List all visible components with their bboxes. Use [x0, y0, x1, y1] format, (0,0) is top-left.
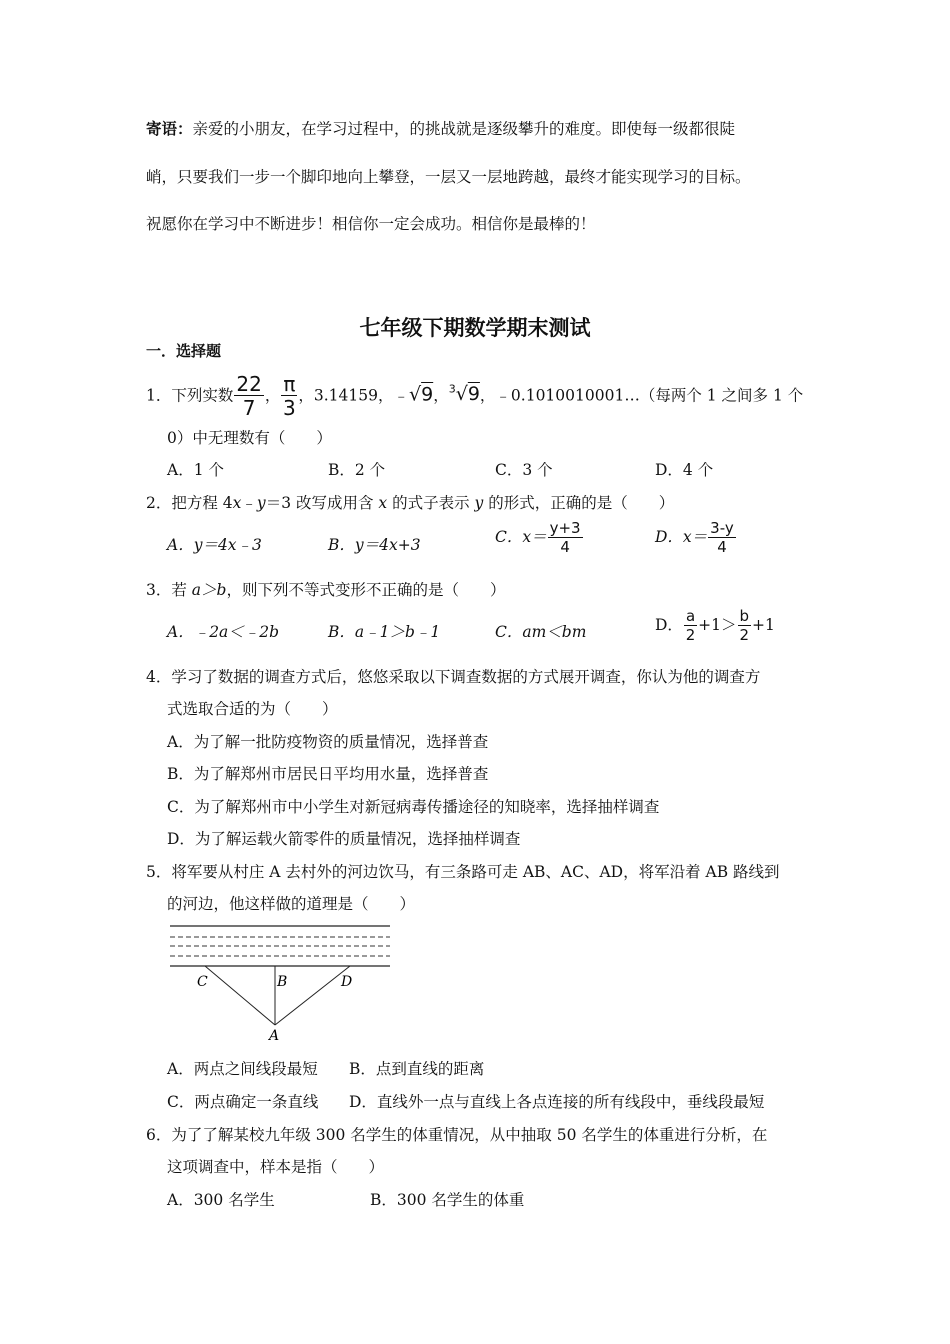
- segment-ac: [205, 966, 275, 1025]
- q3-option-c: C．am＜bm: [495, 623, 587, 641]
- message-line-1: [146, 117, 735, 139]
- q2-c-pre: C．x＝: [495, 528, 547, 546]
- q1-option-b: B．2 个: [328, 461, 386, 479]
- section-heading: 一．选择题: [146, 342, 222, 360]
- q6-option-b: B．300 名学生的体重: [370, 1191, 525, 1209]
- q2-c-fraction: [548, 521, 583, 555]
- page-title: 七年级下期数学期末测试: [359, 316, 591, 340]
- q2-d-pre: D．x＝: [655, 528, 708, 546]
- q1-tail: ，﹣0.1010010001…（每两个 1 之间多 1 个: [479, 386, 804, 405]
- q5-option-b: B．点到直线的距离: [349, 1060, 485, 1078]
- q1-rest: ，3.14159，﹣: [298, 386, 409, 405]
- q3-d-num1: a: [685, 607, 696, 625]
- q3-condition: a＞b: [191, 581, 227, 599]
- q4-option-d: D．为了解运载火箭零件的质量情况，选择抽样调查: [167, 830, 521, 848]
- q3-tail: ，则下列不等式变形不正确的是（ ）: [226, 581, 506, 599]
- q1-frac2-num: π: [283, 372, 296, 397]
- q3-d-end: +1: [752, 616, 775, 634]
- q1-fraction-22-7: [234, 372, 263, 421]
- q5-line1: 5．将军要从村庄 A 去村外的河边饮马，有三条路可走 AB、AC、AD，将军沿着 AB 路线到: [146, 863, 780, 881]
- q3-d-frac2: [738, 609, 752, 643]
- message-text-1: 亲爱的小朋友，在学习过程中，的挑战就是逐级攀升的难度。即使每一级都很陡: [192, 120, 736, 138]
- q4-option-b: B．为了解郑州市居民日平均用水量，选择普查: [167, 765, 489, 783]
- q1-option-a: A．1 个: [167, 461, 224, 479]
- label-c: C: [197, 974, 208, 990]
- q5-option-a: A．两点之间线段最短: [167, 1060, 318, 1078]
- q1-line2: 0）中无理数有（ ）: [167, 429, 332, 447]
- q3-option-b: B．a﹣1＞b﹣1: [328, 623, 441, 641]
- q4-option-a: A．为了解一批防疫物资的质量情况，选择普查: [167, 733, 489, 751]
- q2-var-y1: y: [256, 494, 266, 512]
- q3-option-a: A．﹣2a＜﹣2b: [167, 623, 280, 641]
- q6-line1: 6．为了了解某校九年级 300 名学生的体重情况，从中抽取 50 名学生的体重进行分析，在: [146, 1126, 768, 1144]
- q2-var-x1: x: [232, 494, 242, 512]
- q2-mid1: ﹣: [241, 494, 257, 512]
- q2-var-y2: y: [474, 494, 484, 512]
- q2-c-num: y+3: [549, 519, 581, 537]
- label-b: B: [277, 974, 288, 990]
- q1-cbrt-radicand: 9: [467, 383, 480, 406]
- q1-option-c: C．3 个: [495, 461, 553, 479]
- message-label: 寄语：: [146, 119, 193, 138]
- q1-sqrt: √9: [409, 383, 434, 406]
- q1-lead: 1．下列实数: [146, 386, 234, 405]
- q5-line2: 的河边，他这样做的道理是（ ）: [167, 895, 416, 913]
- q3-lead: 3．若: [146, 581, 192, 599]
- q2-tail: 的形式，正确的是（ ）: [483, 494, 675, 512]
- q4-line2: 式选取合适的为（ ）: [167, 700, 338, 718]
- q5-option-d: D．直线外一点与直线上各点连接的所有线段中，垂线段最短: [349, 1093, 765, 1111]
- q2-option-a: A．y＝4x﹣3: [167, 536, 262, 554]
- q2-lead: 2．把方程 4: [146, 494, 233, 512]
- q3-d-den2: 2: [739, 626, 750, 644]
- q1-cbrt-index: 3: [448, 383, 456, 396]
- q6-line2: 这项调查中，样本是指（ ）: [167, 1158, 385, 1176]
- q2-d-den: 4: [717, 538, 727, 556]
- q3-stem: [146, 578, 505, 600]
- q2-d-fraction: [708, 521, 736, 555]
- river-diagram: [165, 920, 395, 1045]
- q4-line1: 4．学习了数据的调查方式后，悠悠采取以下调查数据的方式展开调查，你认为他的调查方: [146, 668, 761, 686]
- q3-d-den1: 2: [685, 626, 696, 644]
- q1-frac1-num: 22: [236, 372, 262, 397]
- label-a: A: [269, 1028, 280, 1044]
- q2-mid2: ＝3 改写成用含: [265, 494, 379, 512]
- q2-c-den: 4: [560, 538, 570, 556]
- q2-option-b: B．y＝4x+3: [328, 536, 421, 554]
- q1-option-d: D．4 个: [655, 461, 714, 479]
- q1-fraction-pi-3: [281, 372, 297, 421]
- q3-option-d: [655, 609, 775, 643]
- message-line-3: 祝愿你在学习中不断进步！相信你一定会成功。相信你是最棒的！: [146, 215, 596, 233]
- q2-mid3: 的式子表示: [387, 494, 475, 512]
- q3-d-pre: D．: [655, 616, 683, 634]
- q4-option-c: C．为了解郑州市中小学生对新冠病毒传播途径的知晓率，选择抽样调查: [167, 798, 660, 816]
- q3-d-mid: +1＞: [698, 616, 737, 634]
- q2-option-d: [655, 521, 737, 555]
- q2-stem: [146, 491, 674, 513]
- q6-option-a: A．300 名学生: [167, 1191, 275, 1209]
- q1-cbrt: $^3$√9: [448, 383, 480, 406]
- q2-var-x2: x: [378, 494, 388, 512]
- q5-option-c: C．两点确定一条直线: [167, 1093, 319, 1111]
- q1-sqrt-radicand: 9: [421, 383, 434, 406]
- q1-stem: 1．下列实数 $\frac{22}{7}$ ， $\frac{\pi}{3}$ ，3.14159，﹣√9，$^3$√9，﹣0.1010010001…（每两个 1 之间多 1 个: [146, 372, 804, 421]
- message-line-2: 峭，只要我们一步一个脚印地向上攀登，一层又一层地跨越，最终才能实现学习的目标。: [146, 168, 751, 186]
- label-d: D: [341, 974, 353, 990]
- q1-frac1-den: 7: [242, 396, 256, 421]
- q1-frac2-den: 3: [283, 396, 296, 421]
- q3-d-frac1: [684, 609, 697, 643]
- q2-option-c: [495, 521, 584, 555]
- q3-d-num2: b: [739, 607, 750, 625]
- q2-d-num: 3-y: [710, 519, 734, 537]
